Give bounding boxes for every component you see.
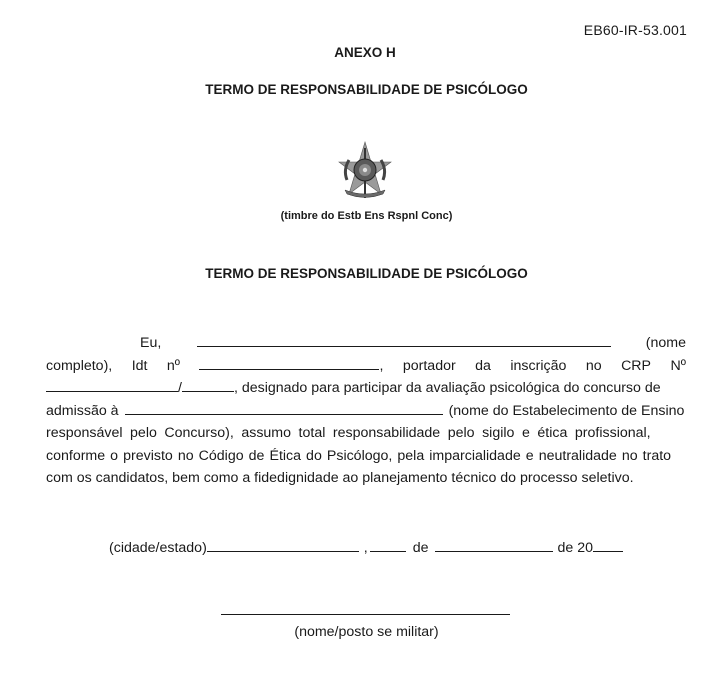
institution-blank[interactable] — [125, 400, 443, 415]
paragraph-text-6: conforme o previsto no Código de Ética do Psicólogo, pela imparcialidade e neutralidade no trato — [46, 447, 672, 464]
text-estabelecimento: (nome do Estabelecimento de Ensino — [448, 402, 685, 419]
brazil-coat-of-arms-icon — [333, 140, 397, 202]
signature-label: (nome/posto se militar) — [294, 624, 439, 640]
paragraph-line-3 — [46, 377, 686, 400]
paragraph-line-1 — [46, 332, 686, 355]
text-de-2: de 20 — [557, 540, 594, 556]
full-name-blank[interactable] — [197, 332, 611, 347]
declaration-paragraph — [46, 332, 686, 490]
body-title: TERMO DE RESPONSABILIDADE DE PSICÓLOGO — [205, 266, 528, 281]
crp-region-blank[interactable] — [182, 377, 234, 392]
idt-number-blank[interactable] — [199, 355, 379, 370]
city-blank[interactable] — [207, 537, 359, 552]
text-no: nº — [166, 357, 180, 374]
text-num: Nº — [670, 357, 686, 374]
text-slash: / — [178, 380, 182, 396]
signature-line[interactable] — [221, 614, 510, 615]
text-inscricao: inscrição — [510, 357, 567, 374]
paragraph-line-2 — [46, 355, 686, 378]
document-code: EB60-IR-53.001 — [583, 22, 687, 38]
page-title: TERMO DE RESPONSABILIDADE DE PSICÓLOGO — [205, 82, 528, 97]
text-comma: , — [379, 357, 384, 374]
text-idt: Idt — [131, 357, 148, 374]
crp-number-blank[interactable] — [46, 377, 178, 392]
text-portador: portador — [402, 357, 456, 374]
paragraph-line-5 — [46, 422, 686, 445]
text-eu: Eu, — [140, 335, 162, 351]
text-designado: , designado para participar da avaliação psicológica do concurso de — [233, 380, 661, 396]
month-blank[interactable] — [435, 537, 553, 552]
year-blank[interactable] — [593, 537, 623, 552]
text-de-1: de — [412, 540, 429, 556]
date-line — [109, 537, 623, 556]
paragraph-line-7 — [46, 467, 686, 490]
date-comma: , — [363, 540, 368, 556]
text-nome: (nome — [645, 335, 686, 351]
paragraph-text-5: responsável pelo Concurso), assumo total responsabilidade pelo sigilo e ética profissional, — [46, 425, 651, 441]
letterhead-caption: (timbre do Estb Ens Rspnl Conc) — [280, 210, 453, 222]
text-admissao: admissão à — [46, 402, 119, 419]
text-no2: no — [585, 357, 602, 374]
text-da: da — [475, 357, 491, 374]
text-crp: CRP — [621, 357, 652, 374]
text-completo: completo), — [46, 357, 113, 374]
day-blank[interactable] — [370, 537, 406, 552]
paragraph-line-4 — [46, 400, 686, 423]
city-label: (cidade/estado) — [109, 540, 207, 556]
paragraph-line-6 — [46, 445, 686, 468]
paragraph-text-7: com os candidatos, bem como a fidedignidade ao planejamento técnico do processo seletivo. — [46, 470, 634, 486]
annex-label: ANEXO H — [334, 45, 396, 60]
